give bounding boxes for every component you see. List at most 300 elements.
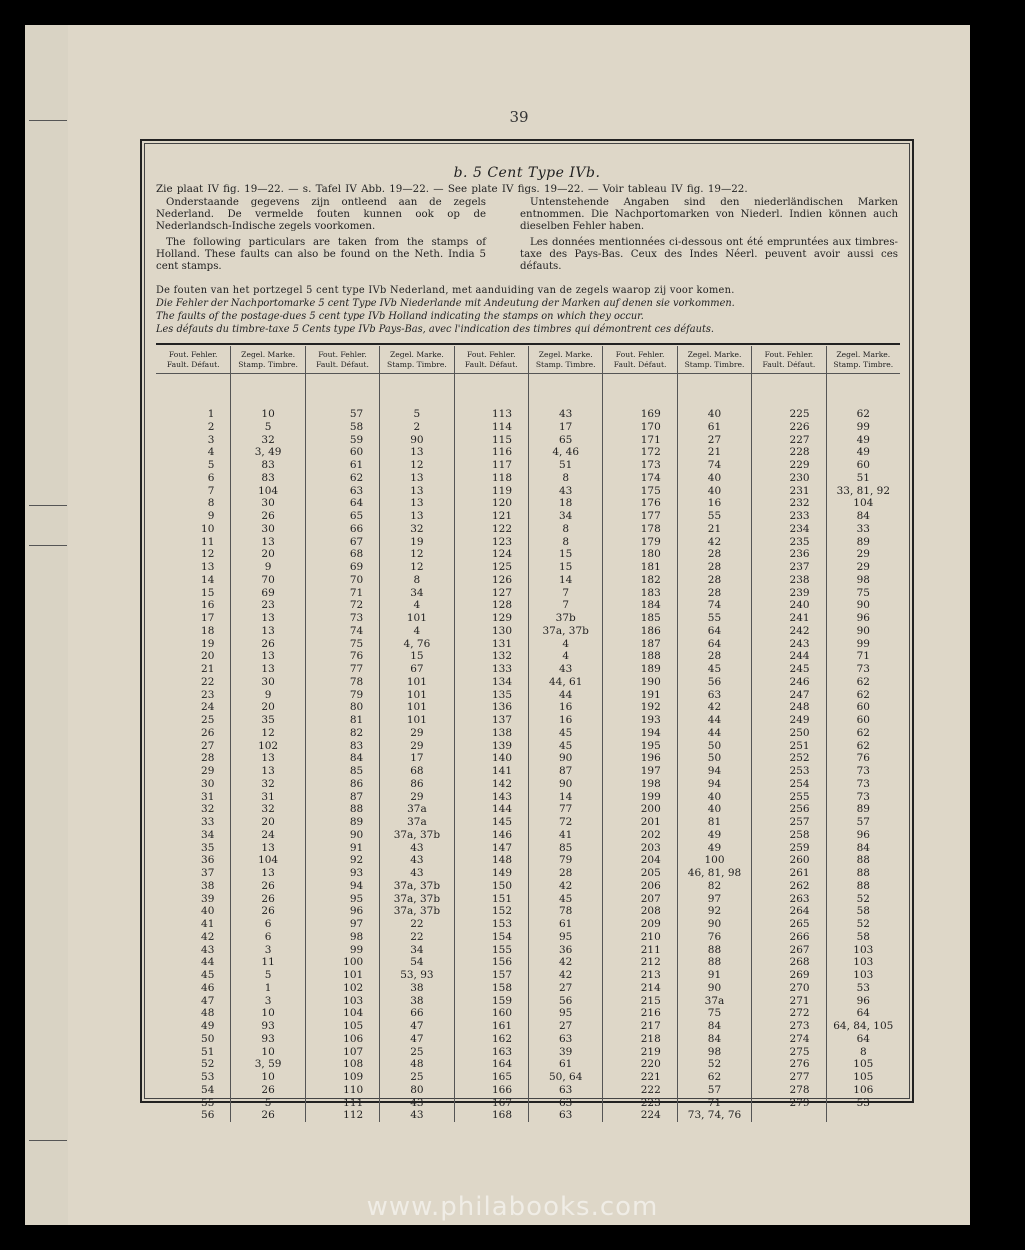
fault-number-cell: 75 [349, 637, 364, 650]
fault-number-cell: 245 [789, 663, 810, 675]
stamp-number-cell: 12 [410, 561, 424, 573]
stamp-number-cell: 33, 81, 92 [836, 484, 891, 497]
fault-number-cell: 174 [640, 471, 661, 484]
stamp-number-cell: 61 [559, 918, 573, 930]
stamp-number-cell: 43 [410, 841, 424, 854]
faults-table [156, 346, 900, 1122]
stamp-number-cell: 47 [410, 1020, 424, 1032]
fault-number-cell: 223 [640, 1096, 661, 1109]
stamp-number-cell: 66 [410, 1007, 424, 1020]
book-page [68, 25, 970, 1225]
fault-number-cell: 192 [640, 701, 661, 714]
stamp-number-cell: 88 [856, 879, 870, 892]
fault-number-cell: 186 [640, 624, 661, 637]
fault-number-cell: 69 [349, 561, 364, 573]
column-cells [306, 374, 379, 1122]
stamp-number-cell: 21 [707, 446, 722, 459]
fault-number-cell: 29 [201, 765, 215, 777]
stamp-number-cell: 49 [856, 446, 870, 459]
fault-number-cell: 90 [349, 828, 364, 841]
fault-number-cell: 76 [349, 650, 364, 663]
stamp-number-cell: 25 [410, 1045, 424, 1058]
fault-number-cell: 133 [491, 663, 512, 675]
stamp-number-cell: 96 [856, 612, 870, 624]
fault-number-cell: 113 [491, 408, 512, 420]
fault-number-cell: 187 [640, 637, 661, 650]
facing-page-edge [25, 25, 72, 1225]
stamp-number-cell: 82 [707, 879, 722, 892]
stamp-number-cell: 90 [410, 433, 424, 446]
fault-number-cell: 238 [789, 573, 810, 586]
stamp-number-cell: 20 [261, 548, 275, 561]
column-header [529, 346, 602, 374]
fault-number-cell: 94 [349, 879, 364, 892]
fault-number-cell: 259 [789, 841, 810, 854]
fault-number-cell: 134 [491, 675, 512, 688]
stamp-number-cell: 102 [258, 739, 279, 752]
fault-number-cell: 24 [201, 701, 215, 714]
stamp-number-cell: 43 [410, 854, 424, 867]
fault-number-cell: 208 [640, 905, 661, 918]
stamp-number-cell: 72 [559, 816, 573, 828]
fault-number-cell: 166 [491, 1083, 512, 1096]
stamp-number-cell: 29 [410, 790, 424, 803]
stamp-number-cell: 64 [856, 1032, 870, 1045]
stamp-number-cell: 89 [856, 535, 870, 548]
fault-number-cell: 162 [491, 1032, 512, 1045]
fault-number-cell: 160 [491, 1007, 512, 1020]
fault-number-cell: 77 [349, 663, 364, 675]
column-header [156, 346, 230, 374]
stamp-number-cell: 104 [258, 484, 279, 497]
stamp-number-cell: 94 [707, 765, 722, 777]
stamp-number-cell: 37a, 37b [393, 828, 441, 841]
stamp-number-cell: 90 [559, 752, 573, 765]
caption-german: Die Fehler der Nachportomarke 5 cent Type IVb Niederlande mit Andeutung der Marken auf denen sie vorkommen. [156, 298, 735, 309]
stamp-number-cell: 20 [261, 701, 275, 714]
fault-number-cell: 204 [640, 854, 661, 867]
stamp-number-cell: 37a, 37b [542, 624, 589, 637]
fault-number-cell: 209 [640, 918, 661, 930]
stamp-number-cell: 18 [559, 497, 573, 510]
fault-number-cell: 146 [491, 828, 512, 841]
fault-number-cell: 230 [789, 471, 810, 484]
fault-number-cell: 14 [201, 573, 215, 586]
stamp-number-column [826, 346, 900, 1122]
fault-number-cell: 188 [640, 650, 661, 663]
stamp-number-cell: 50 [707, 739, 722, 752]
stamp-number-cell: 32 [261, 433, 275, 446]
fault-number-cell: 206 [640, 879, 661, 892]
column-header-line: Stamp. Timbre. [535, 360, 596, 369]
section-title: b. 5 Cent Type IVb. [453, 165, 601, 181]
stamp-number-cell: 54 [410, 956, 424, 969]
fault-number-cell: 12 [201, 548, 215, 561]
fault-number-cell: 151 [491, 892, 512, 905]
fault-number-cell: 10 [201, 522, 215, 535]
stamp-number-cell: 63 [707, 688, 722, 701]
stamp-number-cell: 19 [410, 535, 424, 548]
fault-number-cell: 97 [349, 918, 364, 930]
fault-number-cell: 203 [640, 841, 661, 854]
column-header-line: Zegel. Marke. [836, 350, 891, 359]
stamp-number-cell: 37a, 37b [393, 892, 441, 905]
stamp-number-cell: 26 [261, 879, 275, 892]
stamp-number-cell: 12 [261, 726, 275, 739]
stamp-number-cell: 29 [856, 561, 870, 573]
fault-number-cell: 207 [640, 892, 661, 905]
column-cells [529, 374, 602, 1122]
fault-number-cell: 101 [343, 969, 364, 981]
fault-number-cell: 115 [491, 433, 512, 446]
stamp-number-cell: 8 [859, 1045, 867, 1058]
fault-number-cell: 105 [343, 1020, 364, 1032]
stamp-number-cell: 73, 74, 76 [687, 1109, 742, 1122]
column-cells [752, 374, 825, 1109]
fault-number-cell: 47 [201, 994, 215, 1007]
fault-number-cell: 53 [201, 1071, 215, 1083]
fault-number-cell: 100 [343, 956, 364, 969]
fault-number-cell: 92 [349, 854, 364, 867]
fault-number-cell: 123 [491, 535, 512, 548]
fault-number-cell: 55 [201, 1096, 215, 1109]
stamp-number-cell: 105 [853, 1071, 874, 1083]
fault-number-cell: 149 [491, 867, 512, 879]
fault-number-cell: 63 [349, 484, 364, 497]
stamp-number-cell: 10 [261, 1071, 275, 1083]
stamp-number-cell: 42 [707, 535, 722, 548]
fault-number-cell: 86 [349, 777, 364, 790]
stamp-number-cell: 42 [559, 956, 573, 969]
fault-number-cell: 172 [640, 446, 661, 459]
fault-number-cell: 96 [349, 905, 364, 918]
stamp-number-cell: 103 [853, 943, 874, 956]
stamp-number-cell: 51 [559, 459, 573, 471]
stamp-number-cell: 55 [707, 510, 722, 522]
stamp-number-cell: 5 [264, 420, 272, 433]
fault-number-cell: 225 [789, 408, 810, 420]
stamp-number-cell: 5 [264, 1096, 272, 1109]
column-header [380, 346, 453, 374]
stamp-number-cell: 13 [410, 446, 424, 459]
fault-number-cell: 156 [491, 956, 512, 969]
fault-number-cell: 36 [201, 854, 215, 867]
stamp-number-cell: 37a [704, 994, 725, 1007]
stamp-number-cell: 32 [261, 777, 275, 790]
fault-number-cell: 226 [789, 420, 810, 433]
stamp-number-cell: 12 [410, 459, 424, 471]
stamp-number-cell: 46, 81, 98 [687, 867, 742, 879]
stamp-number-cell: 53, 93 [400, 969, 434, 981]
stamp-number-cell: 90 [856, 624, 870, 637]
stamp-number-cell: 22 [410, 930, 424, 943]
fault-number-cell: 50 [201, 1032, 215, 1045]
stamp-number-cell: 6 [264, 918, 272, 930]
stamp-number-cell: 28 [707, 573, 722, 586]
fault-number-cell: 176 [640, 497, 661, 510]
fault-number-cell: 56 [201, 1109, 215, 1122]
fault-number-cell: 264 [789, 905, 810, 918]
fault-number-cell: 228 [789, 446, 810, 459]
stamp-number-cell: 63 [559, 1096, 573, 1109]
fault-number-cell: 144 [491, 803, 512, 816]
fault-number-cell: 263 [789, 892, 810, 905]
stamp-number-cell: 41 [559, 828, 573, 841]
fault-number-cell: 139 [491, 739, 512, 752]
stamp-number-cell: 34 [410, 586, 424, 599]
stamp-number-cell: 15 [559, 548, 573, 561]
fault-number-cell: 215 [640, 994, 661, 1007]
stamp-number-cell: 88 [707, 943, 722, 956]
stamp-number-cell: 8 [562, 471, 570, 484]
fault-number-cell: 59 [349, 433, 364, 446]
fault-number-cell: 137 [491, 714, 512, 726]
stamp-number-cell: 13 [261, 663, 275, 675]
column-header-line: Stamp. Timbre. [833, 360, 894, 369]
stamp-number-cell: 9 [264, 561, 272, 573]
stamp-number-cell: 23 [261, 599, 275, 612]
fault-number-column [156, 346, 230, 1122]
stamp-number-column [379, 346, 453, 1122]
stamp-number-cell: 26 [261, 637, 275, 650]
stamp-number-cell: 44 [707, 714, 722, 726]
fault-number-cell: 74 [349, 624, 364, 637]
fault-number-cell: 165 [491, 1071, 512, 1083]
fault-number-cell: 65 [349, 510, 364, 522]
fault-number-cell: 237 [789, 561, 810, 573]
fault-number-cell: 239 [789, 586, 810, 599]
stamp-number-cell: 88 [707, 956, 722, 969]
stamp-number-cell: 64 [707, 637, 722, 650]
fault-number-cell: 118 [491, 471, 512, 484]
fault-number-cell: 213 [640, 969, 661, 981]
stamp-number-cell: 64 [856, 1007, 870, 1020]
stamp-number-cell: 28 [559, 867, 573, 879]
stamp-number-cell: 43 [559, 484, 573, 497]
stamp-number-column [677, 346, 751, 1122]
intro-german: Untenstehende Angaben sind den niederländischen Marken entnommen. Die Nachportomarken von Niederl. Indien können auch dieselben Fehler haben. [520, 197, 898, 232]
stamp-number-cell: 17 [559, 420, 573, 433]
fault-number-cell: 142 [491, 777, 512, 790]
fault-number-cell: 255 [789, 790, 810, 803]
fault-number-cell: 17 [201, 612, 215, 624]
fault-number-cell: 5 [207, 459, 215, 471]
stamp-number-cell: 43 [410, 1109, 424, 1122]
fault-number-cell: 272 [789, 1007, 810, 1020]
fault-number-cell: 164 [491, 1058, 512, 1071]
fault-number-cell: 48 [201, 1007, 215, 1020]
fault-number-column [602, 346, 676, 1122]
fault-number-cell: 4 [207, 446, 215, 459]
table-frame [140, 139, 914, 1122]
stamp-number-cell: 90 [559, 777, 573, 790]
stamp-number-column [230, 346, 304, 1122]
stamp-number-cell: 68 [410, 765, 424, 777]
fault-number-cell: 278 [789, 1083, 810, 1096]
intro-right-column [520, 197, 898, 277]
fault-number-cell: 127 [491, 586, 512, 599]
stamp-number-cell: 30 [261, 522, 275, 535]
intro-english: The following particulars are taken from the stamps of Holland. These faults can also be found on the Neth. India 5 cent stamps. [156, 237, 486, 272]
stamp-number-cell: 63 [559, 1032, 573, 1045]
stamp-number-cell: 3 [264, 994, 272, 1007]
stamp-number-cell: 95 [559, 930, 573, 943]
fault-number-cell: 170 [640, 420, 661, 433]
column-header-line: Zegel. Marke. [389, 350, 444, 359]
stamp-number-cell: 9 [264, 688, 272, 701]
column-header-line: Zegel. Marke. [687, 350, 742, 359]
stamp-number-cell: 45 [559, 726, 573, 739]
stamp-number-cell: 34 [410, 943, 424, 956]
stamp-number-cell: 94 [707, 777, 722, 790]
fault-number-cell: 72 [349, 599, 364, 612]
stamp-number-cell: 44 [559, 688, 573, 701]
fault-number-cell: 122 [491, 522, 512, 535]
stamp-number-cell: 79 [559, 854, 573, 867]
fault-number-cell: 221 [640, 1071, 661, 1083]
fault-number-cell: 78 [349, 675, 364, 688]
stamp-number-cell: 73 [856, 777, 870, 790]
stamp-number-cell: 105 [853, 1058, 874, 1071]
fault-number-cell: 200 [640, 803, 661, 816]
fault-number-cell: 52 [201, 1058, 215, 1071]
fault-number-cell: 130 [491, 624, 512, 637]
stamp-number-cell: 77 [559, 803, 573, 816]
stamp-number-cell: 10 [261, 1045, 275, 1058]
fault-number-cell: 246 [789, 675, 810, 688]
stamp-number-cell: 13 [261, 535, 275, 548]
fault-number-cell: 177 [640, 510, 661, 522]
column-header [231, 346, 304, 374]
stamp-number-cell: 40 [707, 471, 722, 484]
plate-reference: Zie plaat IV fig. 19—22. — s. Tafel IV Abb. 19—22. — See plate IV figs. 19—22. — Voir tableau IV fig. 19—22. [156, 183, 748, 195]
fault-number-cell: 119 [491, 484, 512, 497]
stamp-number-cell: 5 [413, 408, 421, 420]
stamp-number-cell: 43 [559, 663, 573, 675]
facing-page-rule [29, 120, 67, 121]
stamp-number-cell: 35 [261, 714, 275, 726]
stamp-number-cell: 13 [261, 612, 275, 624]
fault-number-cell: 173 [640, 459, 661, 471]
fault-number-cell: 62 [349, 471, 364, 484]
stamp-number-cell: 58 [856, 930, 870, 943]
stamp-number-cell: 62 [856, 408, 870, 420]
fault-number-cell: 153 [491, 918, 512, 930]
stamp-number-cell: 42 [559, 969, 573, 981]
stamp-number-cell: 4 [562, 637, 570, 650]
stamp-number-cell: 50, 64 [548, 1071, 583, 1083]
stamp-number-cell: 45 [559, 739, 573, 752]
fault-number-cell: 66 [349, 522, 364, 535]
table-top-rule [156, 343, 900, 345]
stamp-number-cell: 15 [410, 650, 424, 663]
column-header [455, 346, 528, 374]
stamp-number-cell: 56 [707, 675, 722, 688]
fault-number-cell: 244 [789, 650, 810, 663]
stamp-number-cell: 81 [707, 816, 722, 828]
fault-number-cell: 15 [201, 586, 215, 599]
stamp-number-cell: 84 [856, 841, 870, 854]
stamp-number-cell: 36 [559, 943, 573, 956]
fault-number-cell: 212 [640, 956, 661, 969]
column-header-line: Fault. Défaut. [316, 360, 369, 369]
fault-number-cell: 168 [491, 1109, 512, 1122]
stamp-number-cell: 51 [856, 471, 870, 484]
fault-number-cell: 159 [491, 994, 512, 1007]
fault-number-cell: 16 [201, 599, 215, 612]
column-header-line: Stamp. Timbre. [238, 360, 298, 369]
stamp-number-cell: 16 [559, 701, 573, 714]
fault-number-cell: 3 [207, 433, 215, 446]
stamp-number-cell: 26 [261, 1083, 275, 1096]
stamp-number-cell: 29 [856, 548, 870, 561]
stamp-number-cell: 40 [707, 790, 722, 803]
fault-number-cell: 132 [491, 650, 512, 663]
fault-number-cell: 19 [201, 637, 215, 650]
stamp-number-cell: 60 [856, 714, 870, 726]
fault-number-cell: 64 [349, 497, 364, 510]
stamp-number-cell: 52 [856, 918, 870, 930]
fault-number-cell: 68 [349, 548, 364, 561]
stamp-number-cell: 90 [707, 981, 722, 994]
intro-dutch: Onderstaande gegevens zijn ontleend aan de zegels Nederland. De vermelde fouten kunnen ook op de Nederlandsch-Indische zegels voorkomen. [156, 197, 486, 232]
fault-number-cell: 214 [640, 981, 661, 994]
stamp-number-cell: 80 [410, 1083, 424, 1096]
fault-number-cell: 20 [201, 650, 215, 663]
fault-number-cell: 167 [491, 1096, 512, 1109]
fault-number-cell: 247 [789, 688, 810, 701]
stamp-number-cell: 47 [410, 1032, 424, 1045]
fault-number-cell: 23 [201, 688, 215, 701]
column-header-line: Fout. Fehler. [615, 350, 665, 359]
stamp-number-cell: 4 [562, 650, 570, 663]
stamp-number-cell: 26 [261, 892, 275, 905]
stamp-number-cell: 38 [410, 994, 424, 1007]
stamp-number-cell: 83 [261, 459, 275, 471]
stamp-number-cell: 75 [707, 1007, 722, 1020]
fault-number-cell: 256 [789, 803, 810, 816]
fault-number-cell: 45 [201, 969, 215, 981]
fault-number-cell: 161 [491, 1020, 512, 1032]
stamp-number-cell: 12 [410, 548, 424, 561]
stamp-number-cell: 76 [707, 930, 722, 943]
fault-number-cell: 240 [789, 599, 810, 612]
fault-number-cell: 104 [343, 1007, 364, 1020]
stamp-number-cell: 89 [856, 803, 870, 816]
fault-number-cell: 199 [640, 790, 661, 803]
stamp-number-cell: 13 [410, 497, 424, 510]
fault-number-cell: 169 [640, 408, 661, 420]
column-cells [827, 374, 900, 1109]
stamp-number-cell: 93 [261, 1020, 275, 1032]
fault-number-cell: 117 [491, 459, 512, 471]
stamp-number-cell: 37a [407, 816, 427, 828]
fault-number-cell: 252 [789, 752, 810, 765]
fault-number-cell: 87 [349, 790, 364, 803]
fault-number-cell: 277 [789, 1071, 810, 1083]
stamp-number-cell: 96 [856, 994, 870, 1007]
facing-page-rule [29, 505, 67, 506]
stamp-number-cell: 71 [856, 650, 870, 663]
stamp-number-cell: 24 [261, 828, 275, 841]
fault-number-cell: 273 [789, 1020, 810, 1032]
fault-number-cell: 224 [640, 1109, 661, 1122]
stamp-number-column [528, 346, 602, 1122]
stamp-number-cell: 8 [413, 573, 421, 586]
stamp-number-cell: 45 [559, 892, 573, 905]
stamp-number-cell: 57 [707, 1083, 722, 1096]
stamp-number-cell: 2 [413, 420, 421, 433]
